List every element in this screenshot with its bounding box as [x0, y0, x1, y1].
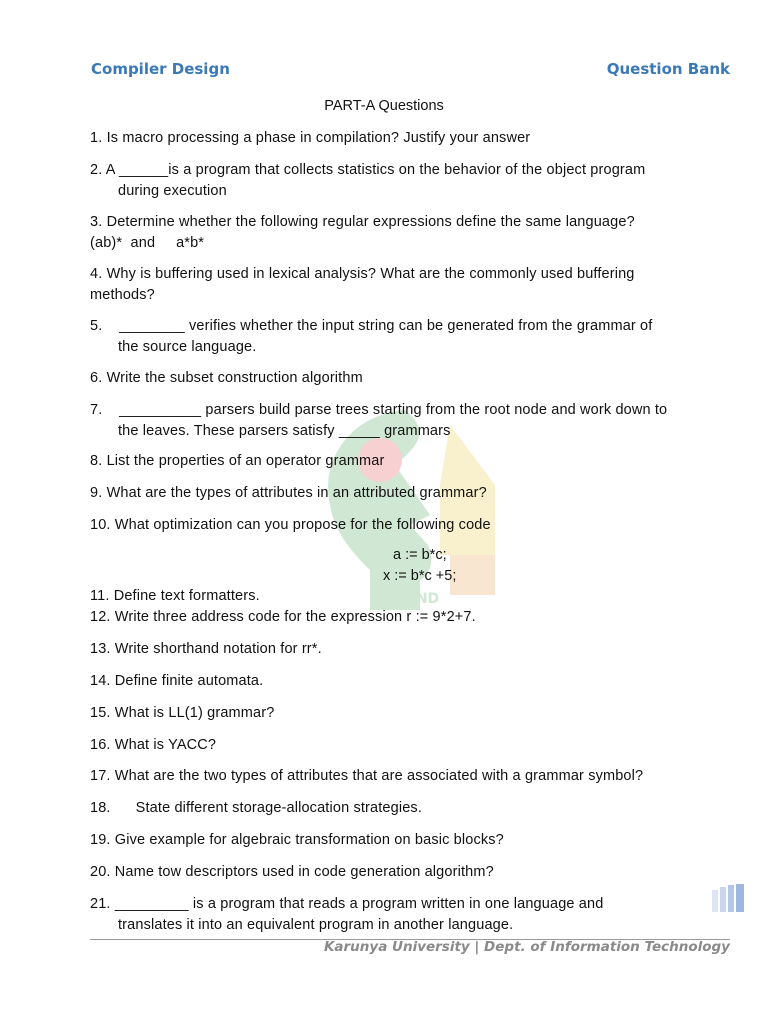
question-text-continued: during execution	[118, 183, 227, 199]
question-text: 2. A ______is a program that collects statistics on the behavior of the object program	[90, 162, 646, 178]
question-text-continued: translates it into an equivalent program in another language.	[118, 917, 514, 933]
footer-text: Karunya University | Dept. of Information Technology	[323, 939, 730, 955]
question-item	[90, 160, 730, 202]
question-item	[90, 515, 730, 536]
question-item	[90, 894, 730, 936]
question-item	[90, 862, 730, 883]
question-text: 20. Name tow descriptors used in code generation algorithm?	[90, 864, 494, 880]
question-text: 8. List the properties of an operator grammar	[90, 453, 385, 469]
question-text: 12. Write three address code for the expression r := 9*2+7.	[90, 609, 476, 625]
question-text-second-line: (ab)* and a*b*	[90, 235, 205, 251]
question-item	[90, 400, 730, 442]
question-item	[90, 586, 730, 607]
question-text: 9. What are the types of attributes in an attributed grammar?	[90, 485, 487, 501]
question-text: 3. Determine whether the following regular expressions define the same language?	[90, 214, 635, 230]
question-text: 15. What is LL(1) grammar?	[90, 705, 275, 721]
header-document-type: Question Bank	[606, 60, 730, 78]
question-item	[90, 735, 730, 756]
question-item	[90, 451, 730, 472]
question-text-second-line: methods?	[90, 287, 155, 303]
code-line: a := b*c;	[393, 547, 447, 563]
header-subject: Compiler Design	[91, 60, 230, 78]
question-text: 16. What is YACC?	[90, 737, 217, 753]
question-text: 4. Why is buffering used in lexical analysis? What are the commonly used buffering	[90, 266, 635, 282]
question-text: 21. _________ is a program that reads a program written in one language and	[90, 896, 604, 912]
section-title: PART-A Questions	[324, 98, 444, 114]
svg-text:AND: AND	[405, 591, 440, 607]
question-item	[90, 639, 730, 660]
question-text: 7. __________ parsers build parse trees starting from the root node and work down to	[90, 402, 668, 418]
question-item	[90, 212, 730, 254]
question-item	[90, 607, 730, 628]
question-text: 18. State different storage-allocation strategies.	[90, 800, 423, 816]
question-text: 14. Define finite automata.	[90, 673, 264, 689]
question-text: 11. Define text formatters.	[90, 588, 260, 604]
question-item	[90, 703, 730, 724]
question-text: 10. What optimization can you propose for the following code	[90, 517, 491, 533]
question-text: 1. Is macro processing a phase in compilation? Justify your answer	[90, 130, 531, 146]
question-text: 5. ________ verifies whether the input string can be generated from the grammar of	[90, 318, 653, 334]
question-text-continued: the source language.	[118, 339, 257, 355]
question-item	[90, 671, 730, 692]
question-item	[90, 766, 730, 787]
question-item	[90, 368, 730, 389]
corner-graphic	[712, 884, 746, 912]
question-text: 6. Write the subset construction algorithm	[90, 370, 363, 386]
question-text: 17. What are the two types of attributes that are associated with a grammar symbol?	[90, 768, 644, 784]
code-line: x := b*c +5;	[383, 568, 457, 584]
question-text: 13. Write shorthand notation for rr*.	[90, 641, 322, 657]
question-item	[90, 483, 730, 504]
question-text: 19. Give example for algebraic transformation on basic blocks?	[90, 832, 504, 848]
question-item	[90, 798, 730, 819]
question-item	[90, 316, 730, 358]
question-item	[90, 830, 730, 851]
question-item	[90, 264, 730, 306]
question-item	[90, 128, 730, 149]
question-text-continued: the leaves. These parsers satisfy _____ grammars	[118, 423, 451, 439]
